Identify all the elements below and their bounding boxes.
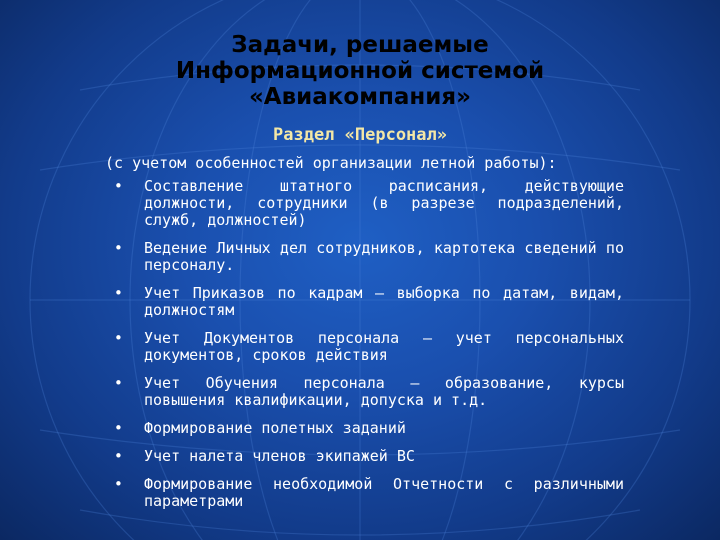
list-item-text: Учет Документов персонала – учет персональных документов, сроков действия [144,329,624,364]
list-item-text: Учет Приказов по кадрам – выборка по датам, видам, должностям [144,284,624,319]
list-item-text: Ведение Личных дел сотрудников, картотека сведений по персоналу. [144,239,624,274]
list-item-text: Формирование необходимой Отчетности с различными параметрами [144,475,624,510]
list-item [112,420,624,437]
bullet-icon: • [114,374,123,392]
bullet-icon: • [114,329,123,347]
bullet-icon: • [114,475,123,493]
bullet-icon: • [114,239,123,257]
section-heading: Раздел «Персонал» [273,125,447,145]
bullet-icon: • [114,419,123,437]
bullet-icon: • [114,284,123,302]
slide-title-line: Задачи, решаемые [231,32,489,58]
bullet-icon: • [114,177,123,195]
slide-title-line: «Авиакомпания» [248,84,472,110]
list-item [112,375,624,409]
slide-title-line: Информационной системой [175,58,545,84]
intro-text: (с учетом особенностей организации летной работы): [105,154,557,172]
list-item [112,178,624,229]
list-item-text: Составление штатного расписания, действующие должности, сотрудники (в разрезе подразделений, служб, должностей) [144,177,624,229]
list-item-text: Формирование полетных заданий [144,419,406,437]
list-item [112,240,624,274]
task-list [112,178,624,521]
list-item [112,330,624,364]
list-item [112,448,624,465]
list-item-text: Учет Обучения персонала – образование, курсы повышения квалификации, допуска и т.д. [144,374,624,409]
list-item [112,476,624,510]
slide-title [110,32,610,110]
list-item [112,285,624,319]
list-item-text: Учет налета членов экипажей ВС [144,447,415,465]
bullet-icon: • [114,447,123,465]
